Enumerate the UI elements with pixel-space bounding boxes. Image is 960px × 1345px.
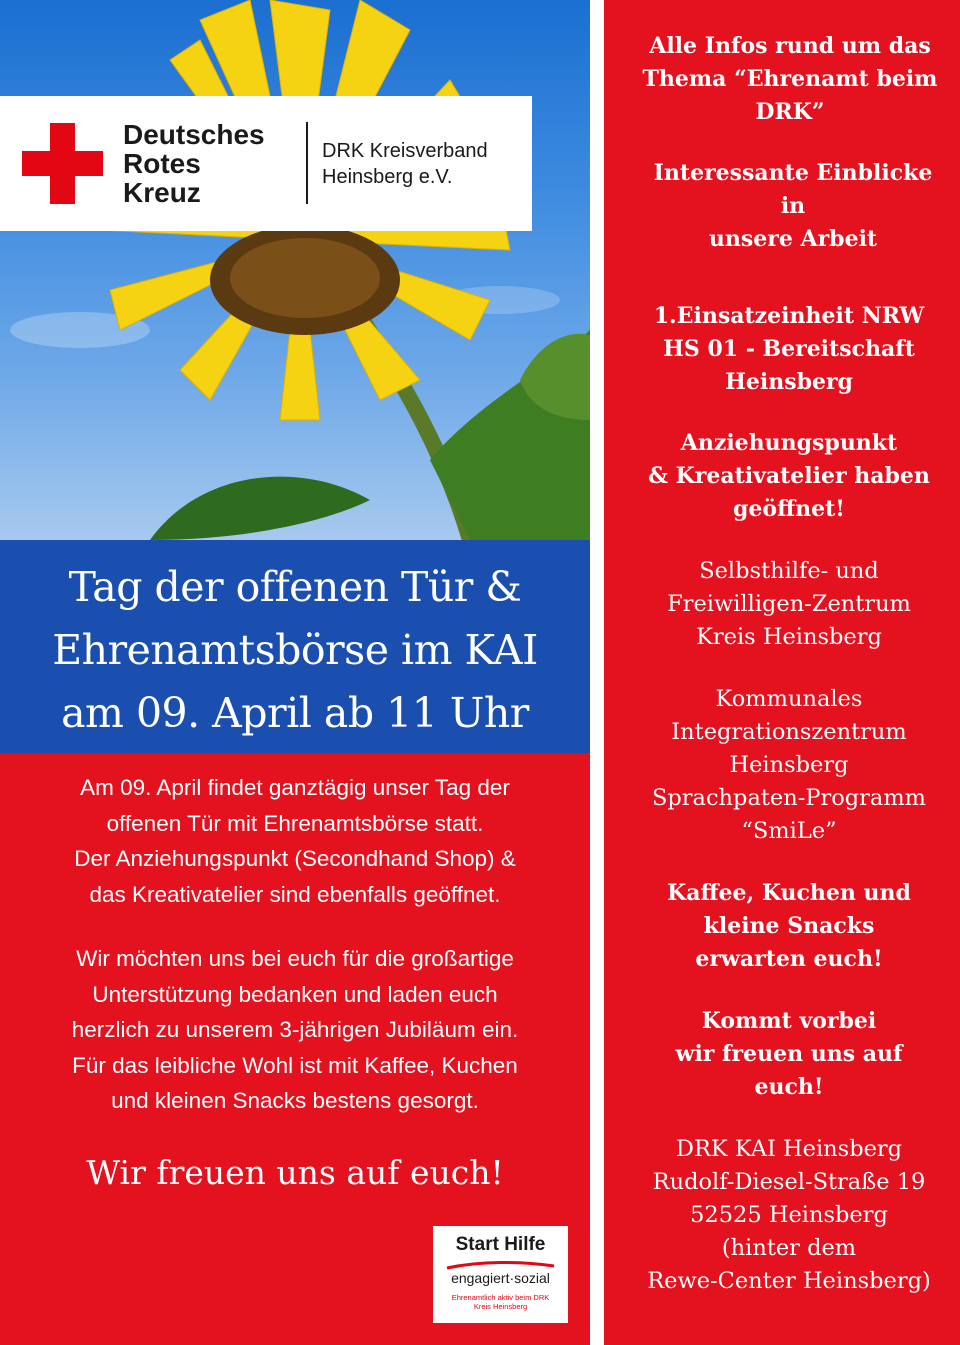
info-line: “SmiLe” [741,818,837,844]
paragraph-line: Der Anziehungspunkt (Secondhand Shop) & [74,846,516,871]
info-block-adresse [604,1133,960,1298]
description-paragraph-2 [0,941,590,1119]
description-paragraph-1 [0,770,590,912]
address-line: (hinter dem [721,1235,857,1261]
headline-line: Tag der offenen Tür & [68,563,522,611]
note-line: Kreis Heinsberg [473,1302,528,1311]
paragraph-line: und kleinen Snacks bestens gesorgt. [111,1088,479,1113]
address-line: Rewe-Center Heinsberg) [647,1268,931,1294]
info-line: Integrationszentrum [671,719,907,745]
drk-logo-box [0,96,532,231]
drk-name-line: Rotes [123,148,201,179]
info-block-anziehungspunkt [604,427,960,526]
logo-divider [306,122,308,204]
paragraph-line: herzlich zu unserem 3-jährigen Jubiläum ein. [71,1017,519,1042]
verband-line: DRK Kreisverband [322,140,488,162]
info-line: Kommunales [715,686,863,712]
info-line: Kaffee, Kuchen und [667,880,911,906]
info-line: 1.Einsatzeinheit NRW [653,303,925,329]
info-line: Kreis Heinsberg [696,624,882,650]
info-line: in [780,193,806,219]
info-block-einsatzeinheit [604,300,960,399]
info-line: wir freuen uns auf [675,1041,903,1067]
paragraph-line: Wir möchten uns bei euch für die großartige [76,946,514,971]
info-line: Freiwilligen-Zentrum [667,591,911,617]
info-line: erwarten euch! [695,946,883,972]
headline-line: am 09. April ab 11 Uhr [61,689,529,737]
closing-line: Wir freuen uns auf euch! [86,1153,504,1192]
info-line: DRK” [755,99,825,125]
swoosh-icon [445,1260,556,1270]
starthilfe-logo [433,1226,568,1323]
info-line: kleine Snacks [703,913,875,939]
info-line: Sprachpaten-Programm [651,785,927,811]
address-line: 52525 Heinsberg [690,1202,888,1228]
info-line: euch! [754,1074,824,1100]
headline-line: Ehrenamtsbörse im KAI [52,626,538,674]
column-gap [590,0,604,1345]
paragraph-line: Am 09. April findet ganztägig unser Tag der [80,775,510,800]
drk-organization-name [123,120,265,207]
info-block-kaffee [604,877,960,976]
info-line: Interessante Einblicke [653,160,933,186]
paragraph-line: Unterstützung bedanken und laden euch [92,981,498,1007]
drk-name-line: Deutsches [123,119,265,150]
red-cross-icon-bar [22,151,103,176]
drk-name-line: Kreuz [123,177,201,208]
info-line: Heinsberg [729,752,849,778]
info-block-kommt-vorbei [604,1005,960,1104]
info-line: Heinsberg [725,369,853,395]
starthilfe-note [433,1293,568,1311]
note-line: Ehrenamtlich aktiv beim DRK [451,1293,550,1302]
info-line: Anziehungspunkt [680,430,898,456]
event-headline [0,556,590,745]
address-line: DRK KAI Heinsberg [675,1136,903,1162]
verband-line: Heinsberg e.V. [322,166,453,188]
drk-verband-name [322,138,488,190]
sunflower-illustration [0,0,590,540]
paragraph-line: das Kreativatelier sind ebenfalls geöffnet. [89,881,501,907]
info-line: Thema “Ehrenamt beim [642,66,938,92]
info-block-kommunales [604,683,960,848]
address-line: Rudolf-Diesel-Straße 19 [652,1169,926,1195]
info-line: geöffnet! [733,496,845,522]
paragraph-line: offenen Tür mit Ehrenamtsbörse statt. [106,810,484,836]
starthilfe-subtitle: engagiert·sozial [451,1270,550,1286]
info-line: & Kreativatelier haben [648,463,930,489]
info-block-selbsthilfe [604,555,960,654]
info-line: HS 01 - Bereitschaft [663,336,915,362]
info-line: Kommt vorbei [701,1008,877,1034]
info-line: Selbsthilfe- und [699,558,879,584]
info-line: Alle Infos rund um das [649,33,931,59]
sunflower-photo [0,0,590,540]
info-block-einblicke [608,157,960,256]
starthilfe-title: Start Hilfe [455,1234,546,1255]
paragraph-line: Für das leibliche Wohl ist mit Kaffee, Kuchen [72,1052,518,1078]
info-line: unsere Arbeit [708,226,878,252]
info-block-infos [604,30,960,129]
